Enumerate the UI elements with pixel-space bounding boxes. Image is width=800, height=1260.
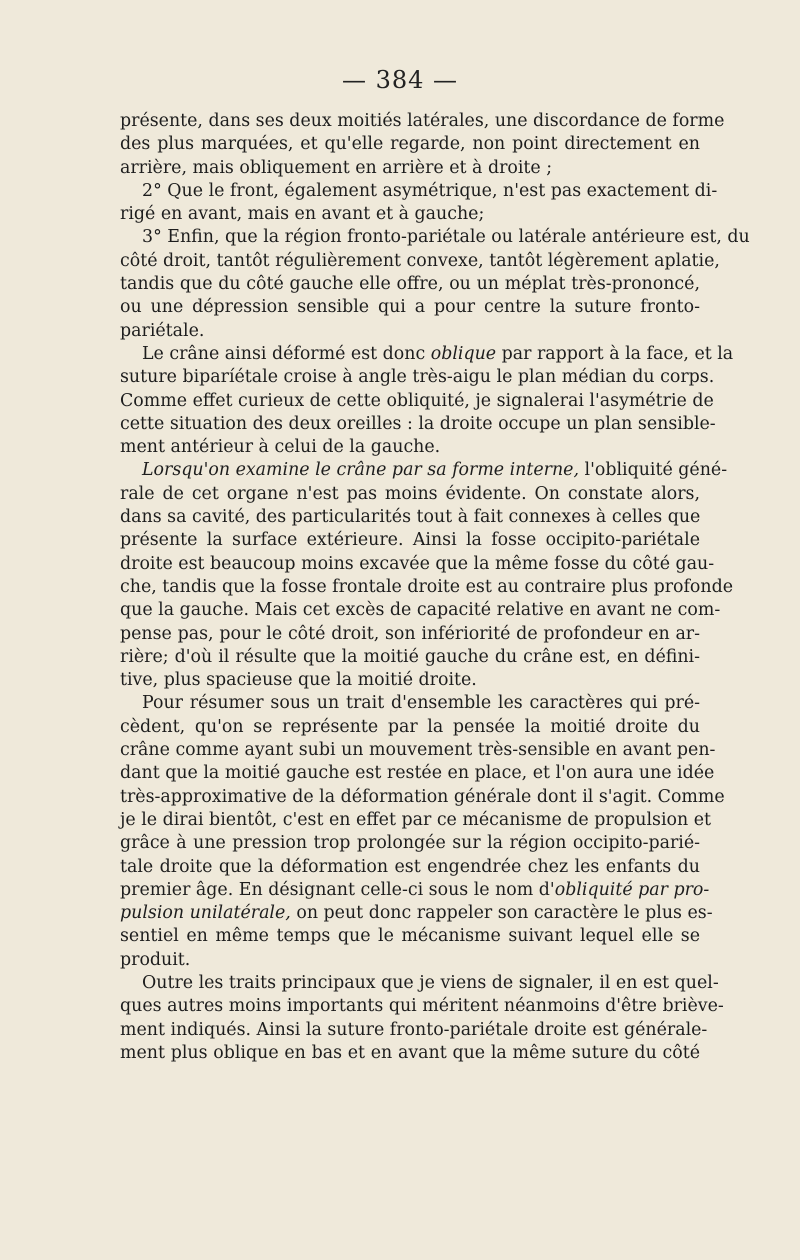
text-line: Outre les traits principaux que je viens de signaler, il en est quel- (142, 972, 719, 993)
text-line: Lorsqu'on examine le crâne par sa forme interne, l'obliquité géné- (142, 460, 728, 481)
text-line: rière; d'où il résulte que la moitié gauche du crâne est, en défini- (120, 646, 700, 667)
text-line: que la gauche. Mais cet excès de capacité relative en avant ne com- (120, 600, 721, 621)
text-line: che, tandis que la fosse frontale droite est au contraire plus profonde (120, 576, 734, 597)
text-line: grâce à une pression trop prolongée sur la région occipito-parié- (120, 833, 700, 854)
text-line: arrière, mais obliquement en arrière et à droite ; (120, 157, 553, 178)
text-line: pense pas, pour le côté droit, son infériorité de profondeur en ar- (120, 623, 700, 644)
text-line: présente la surface extérieure. Ainsi la fosse occipito-pariétale (120, 530, 700, 551)
text-line: Comme effet curieux de cette obliquité, je signalerai l'asymétrie de (120, 390, 714, 411)
text-line: tive, plus spacieuse que la moitié droite. (120, 670, 477, 691)
text-line: crâne comme ayant subi un mouvement très-sensible en avant pen- (120, 740, 716, 761)
text-line: droite est beaucoup moins excavée que la même fosse du côté gau- (120, 553, 715, 574)
text-line: pulsion unilatérale, on peut donc rappeler son caractère le plus es- (120, 903, 713, 924)
text-line: dans sa cavité, des particularités tout à fait connexes à celles que (120, 507, 701, 528)
body-text (120, 110, 750, 1065)
text-line: 3° Enfin, que la région fronto-pariétale ou latérale antérieure est, du (142, 227, 750, 248)
text-line: des plus marquées, et qu'elle regarde, non point directement en (120, 134, 700, 155)
text-line: tandis que du côté gauche elle offre, ou un méplat très-prononcé, (120, 274, 700, 295)
text-line: cette situation des deux oreilles : la droite occupe un plan sensible- (120, 413, 716, 434)
text-line: ques autres moins importants qui méritent néanmoins d'être briève- (120, 996, 724, 1017)
text-line: très-approximative de la déformation générale dont il s'agit. Comme (120, 786, 725, 807)
text-line: produit. (120, 949, 191, 970)
text-line: Le crâne ainsi déformé est donc oblique par rapport à la face, et la (142, 343, 734, 364)
text-line: cèdent, qu'on se représente par la pensée la moitié droite du (120, 716, 700, 737)
text-line: sentiel en même temps que le mécanisme suivant lequel elle se (120, 926, 700, 947)
text-line: pariétale. (120, 320, 205, 341)
text-line: rale de cet organe n'est pas moins évidente. On constate alors, (120, 483, 700, 504)
text-line: ment antérieur à celui de la gauche. (120, 437, 441, 458)
text-line: ment plus oblique en bas et en avant que la même suture du côté (120, 1042, 700, 1063)
text-line: ment indiqués. Ainsi la suture fronto-pariétale droite est générale- (120, 1019, 708, 1040)
text-line: présente, dans ses deux moitiés latérales, une discordance de forme (120, 111, 725, 131)
text-line: dant que la moitié gauche est restée en place, et l'on aura une idée (120, 763, 715, 784)
text-line: ou une dépression sensible qui a pour centre la suture fronto- (120, 297, 700, 318)
page-number: — 384 — (341, 66, 459, 94)
text-line: premier âge. En désignant celle-ci sous le nom d'obliquité par pro- (120, 879, 710, 900)
text-line: je le dirai bientôt, c'est en effet par ce mécanisme de propulsion et (120, 809, 711, 830)
text-line: 2° Que le front, également asymétrique, n'est pas exactement di- (142, 180, 718, 201)
text-line: côté droit, tantôt régulièrement convexe, tantôt légèrement aplatie, (120, 250, 720, 271)
text-line: suture biparíétale croise à angle très-aigu le plan médian du corps. (120, 367, 715, 388)
text-line: Pour résumer sous un trait d'ensemble les caractères qui pré- (142, 693, 700, 714)
text-line: rigé en avant, mais en avant et à gauche; (120, 204, 485, 225)
text-line: tale droite que la déformation est engendrée chez les enfants du (120, 856, 700, 877)
